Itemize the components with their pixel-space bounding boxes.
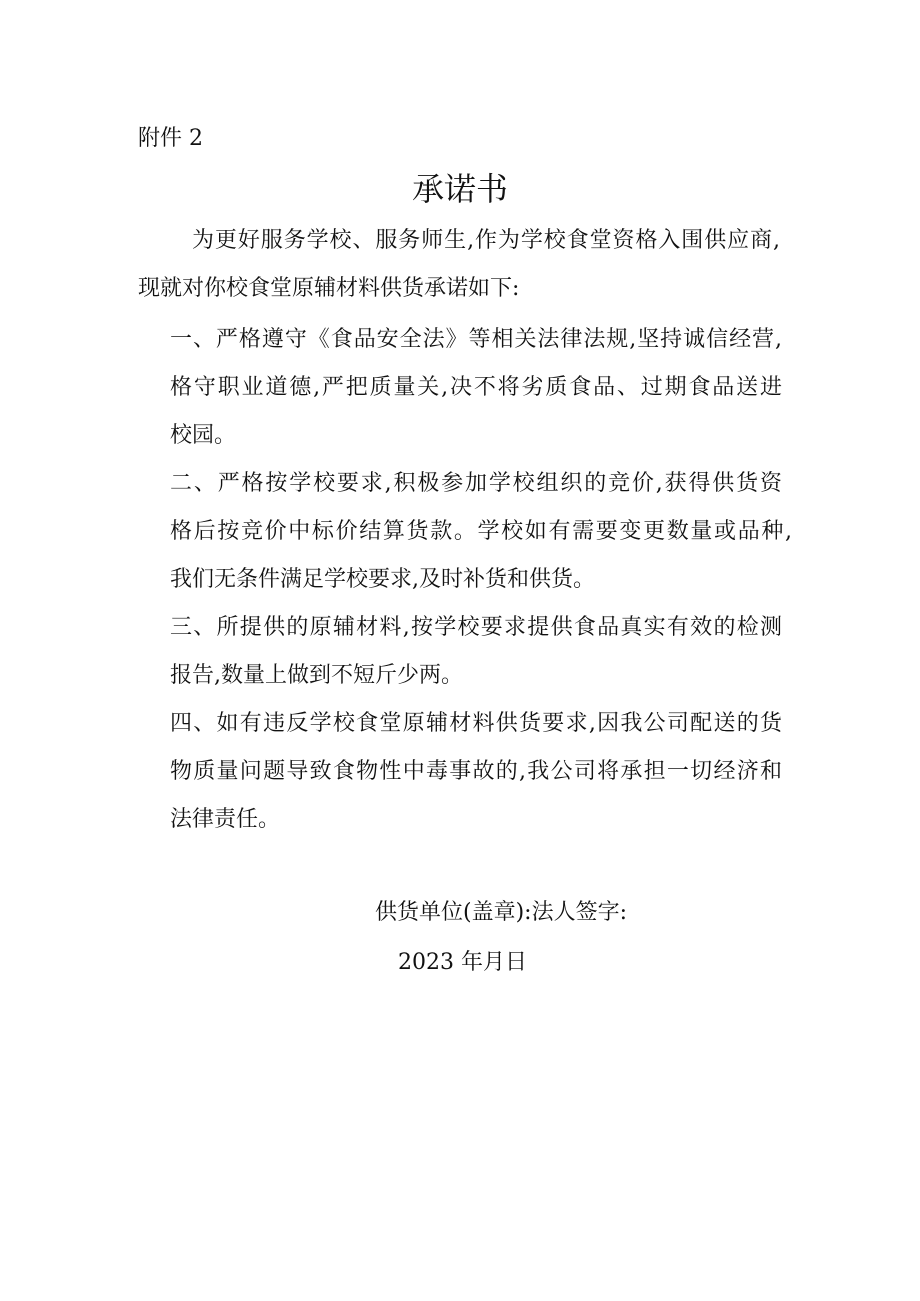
commitment-item-1-line-3: 校园。 [170, 423, 237, 448]
commitment-item-2-line-2: 格后按竞价中标价结算货款。学校如有需要变更数量或品种, [170, 519, 792, 544]
intro-line-2: 现就对你校食堂原辅材料供货承诺如下: [138, 276, 520, 301]
commitment-item-2-line-1: 二、严格按学校要求,积极参加学校组织的竞价,获得供货资 [170, 471, 782, 496]
commitment-item-3-line-1: 三、所提供的原辅材料,按学校要求提供食品真实有效的检测 [170, 615, 782, 640]
commitment-item-4-line-3: 法律责任。 [170, 807, 281, 832]
commitment-item-1-line-1: 一、严格遵守《食品安全法》等相关法律法规,坚持诚信经营, [170, 327, 782, 352]
commitment-item-4-line-1: 四、如有违反学校食堂原辅材料供货要求,因我公司配送的货 [170, 711, 782, 736]
intro-line-1: 为更好服务学校、服务师生,作为学校食堂资格入围供应商, [192, 228, 780, 253]
signature-line: 供货单位(盖章):法人签字: [375, 900, 627, 925]
commitment-item-3-line-2: 报告,数量上做到不短斤少两。 [170, 663, 463, 688]
date-line: 2023 年月日 [398, 950, 527, 975]
commitment-item-2-line-3: 我们无条件满足学校要求,及时补货和供货。 [170, 567, 595, 592]
commitment-item-1-line-2: 格守职业道德,严把质量关,决不将劣质食品、过期食品送进 [170, 375, 782, 400]
attachment-label: 附件 2 [138, 126, 203, 151]
commitment-item-4-line-2: 物质量问题导致食物性中毒事故的,我公司将承担一切经济和 [170, 759, 782, 784]
document-title: 承诺书 [411, 170, 508, 208]
